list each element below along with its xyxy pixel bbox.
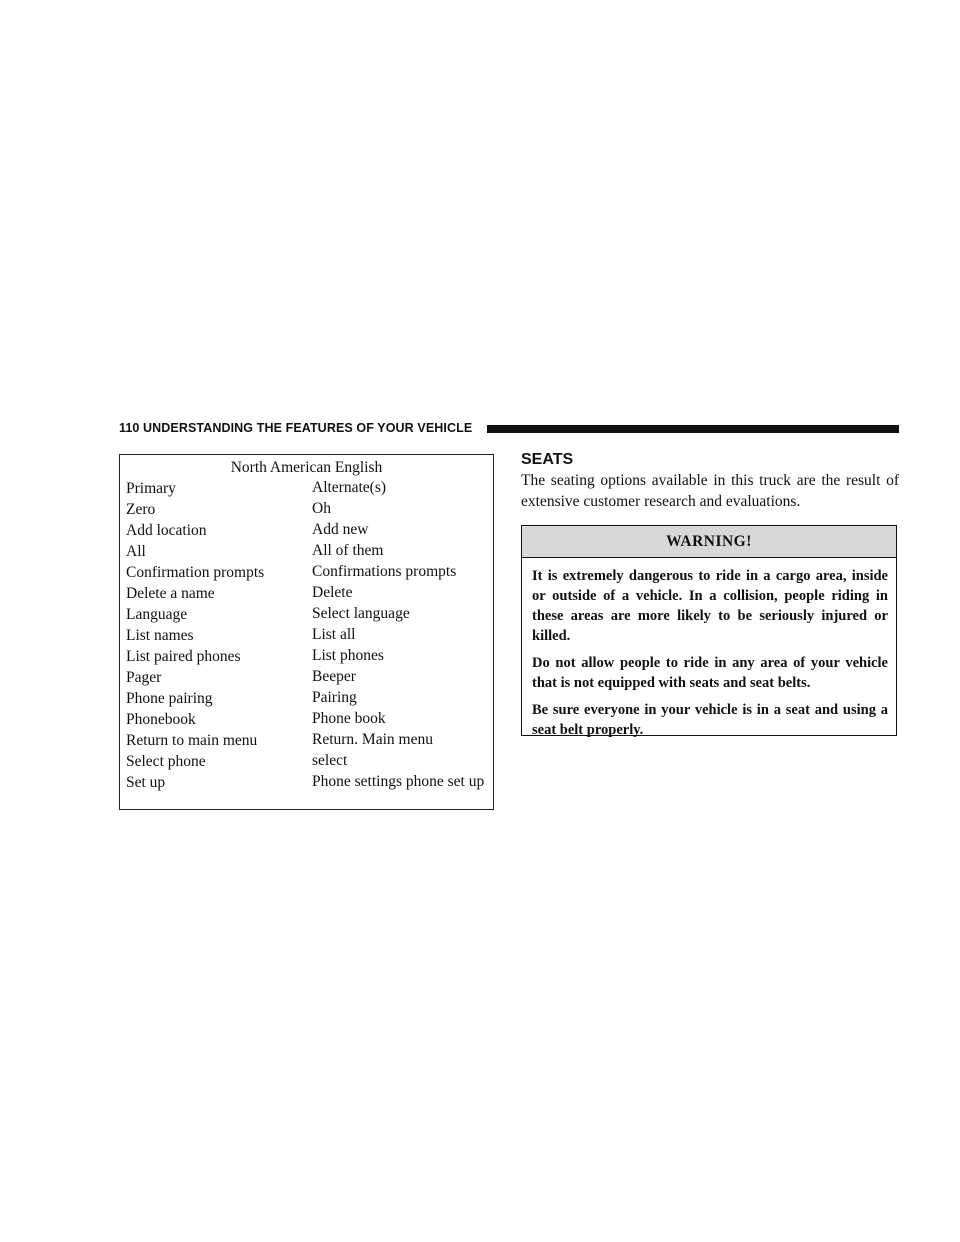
table-row <box>120 480 493 501</box>
voice-command-table <box>119 454 494 810</box>
warning-title: WARNING! <box>666 533 752 550</box>
primary-cell: All <box>126 543 146 560</box>
section-title: SEATS <box>521 451 574 468</box>
primary-cell: Pager <box>126 669 162 686</box>
alternate-cell: Add new <box>312 521 369 538</box>
table-row <box>120 774 493 806</box>
alternate-cell: Return. Main menu <box>312 731 433 748</box>
alternate-cell: Alternate(s) <box>312 479 387 496</box>
table-title: North American English <box>230 459 383 476</box>
warning-header <box>522 526 896 558</box>
warning-paragraph: Be sure everyone in your vehicle is in a seat and using a seat belt properly. <box>532 702 888 738</box>
intro-paragraph: The seating options available in this truck are the result of extensive customer research and evaluations. <box>521 472 899 510</box>
header-rule <box>487 425 899 433</box>
primary-cell: Zero <box>126 501 156 518</box>
alternate-cell: select <box>312 752 348 769</box>
primary-cell: Add location <box>126 522 207 539</box>
table-row <box>120 585 493 606</box>
primary-cell: Primary <box>126 480 176 497</box>
alternate-cell: List all <box>312 626 356 643</box>
warning-paragraph: Do not allow people to ride in any area of your vehicle that is not equipped with seats and seat belts. <box>532 655 888 691</box>
table-row <box>120 564 493 585</box>
page-header <box>119 419 899 439</box>
alternate-cell: All of them <box>312 542 384 559</box>
alternate-cell: Oh <box>312 500 331 517</box>
table-row <box>120 711 493 732</box>
page-header-text: 110 UNDERSTANDING THE FEATURES OF YOUR VEHICLE <box>119 421 473 435</box>
alternate-cell: Confirmations prompts <box>312 563 457 580</box>
table-row <box>120 648 493 669</box>
primary-cell: Return to main menu <box>126 732 258 749</box>
table-row <box>120 669 493 690</box>
warning-paragraph: It is extremely dangerous to ride in a cargo area, inside or outside of a vehicle. In a collision, people riding in these areas are more likely to be seriously injured or killed. <box>532 568 888 644</box>
primary-cell: Select phone <box>126 753 206 770</box>
alternate-cell: Pairing <box>312 689 357 706</box>
warning-body <box>532 566 888 747</box>
primary-cell: Delete a name <box>126 585 215 602</box>
table-row <box>120 522 493 543</box>
alternate-cell: Phone book <box>312 710 386 727</box>
table-row <box>120 606 493 627</box>
primary-cell: Phone pairing <box>126 690 213 707</box>
table-row <box>120 501 493 522</box>
primary-cell: Set up <box>126 774 166 791</box>
primary-cell: List names <box>126 627 194 644</box>
primary-cell: Phonebook <box>126 711 196 728</box>
table-row <box>120 627 493 648</box>
primary-cell: Confirmation prompts <box>126 564 265 581</box>
alternate-cell: Delete <box>312 584 353 601</box>
alternate-cell: Select language <box>312 605 410 622</box>
primary-cell: List paired phones <box>126 648 241 665</box>
table-row <box>120 753 493 774</box>
table-row <box>120 732 493 753</box>
alternate-cell: List phones <box>312 647 384 664</box>
warning-box <box>521 525 897 736</box>
alternate-cell: Phone settings phone set up <box>312 773 485 790</box>
table-row <box>120 543 493 564</box>
alternate-cell: Beeper <box>312 668 356 685</box>
primary-cell: Language <box>126 606 188 623</box>
table-row <box>120 690 493 711</box>
